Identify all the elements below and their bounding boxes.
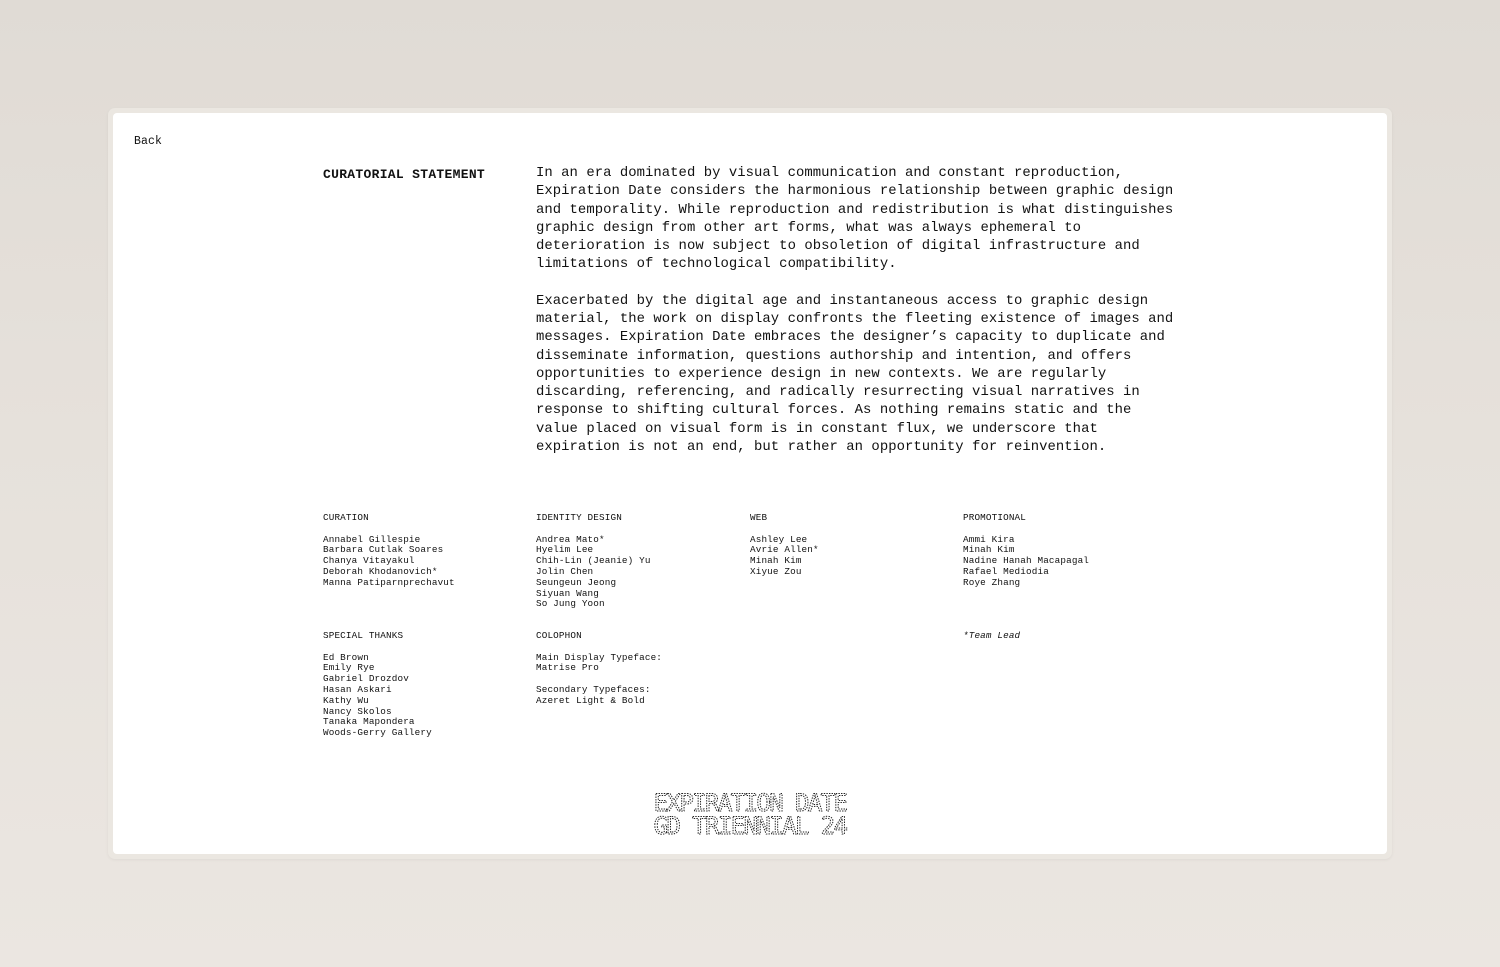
credit-name: Hasan Askari [323, 683, 392, 695]
credits-heading: SPECIAL THANKS [323, 630, 404, 641]
expiration-date-logo [640, 789, 860, 839]
credits-heading: WEB [750, 512, 768, 523]
credit-name: Tanaka Mapondera [323, 716, 415, 728]
colophon-main-label: Main Display Typeface: [536, 651, 663, 663]
credit-name: Ashley Lee [750, 533, 808, 545]
credit-name: Rafael Mediodia [963, 565, 1049, 577]
logo-line-1: EXPIRATION DATE [653, 789, 847, 817]
credit-name: Avrie Allen* [750, 544, 819, 556]
credits-heading: IDENTITY DESIGN [536, 512, 622, 523]
content-panel [113, 113, 1387, 854]
credit-name: Xiyue Zou [750, 565, 802, 577]
credits-colophon [536, 631, 662, 717]
credit-name: Barbara Cutlak Soares [323, 544, 444, 556]
credit-name: Ed Brown [323, 651, 369, 663]
credit-name: Manna Patiparnprechavut [323, 576, 455, 588]
credit-name: Chanya Vitayakul [323, 555, 415, 567]
credit-name: Andrea Mato* [536, 533, 605, 545]
colophon-secondary-label: Secondary Typefaces: [536, 683, 651, 695]
statement-heading: CURATORIAL STATEMENT [323, 167, 486, 182]
credit-name: Annabel Gillespie [323, 533, 421, 545]
credit-name: Hyelim Lee [536, 544, 594, 556]
logo-line-2: GD TRIENNIAL 24 [653, 812, 847, 839]
credit-name: Woods-Gerry Gallery [323, 727, 432, 739]
credit-name: Chih-Lin (Jeanie) Yu [536, 555, 651, 567]
colophon-secondary [536, 685, 662, 707]
credits-heading: PROMOTIONAL [963, 512, 1027, 523]
credits-special-thanks [323, 631, 432, 739]
team-lead-footnote: *Team Lead [963, 630, 1021, 641]
credit-name: Roye Zhang [963, 576, 1021, 588]
credit-name: So Jung Yoon [536, 598, 605, 610]
credit-name: Minah Kim [750, 555, 802, 567]
statement-paragraph-1: In an era dominated by visual communication and constant reproduction, Expiration Date considers the harmonious relationship between graphic design and temporality. While reproduction and redistribution is what distinguishes graphic design from other art forms, what was always ephemeral to deterioration is now subject to obsoletion of digital infrastructure and limitations of technological compatibility. [536, 165, 1174, 273]
credit-name: Kathy Wu [323, 694, 369, 706]
credit-name: Deborah Khodanovich* [323, 565, 438, 577]
credit-name: Seungeun Jeong [536, 576, 617, 588]
credit-name: Ammi Kira [963, 533, 1015, 545]
colophon-main-value: Matrise Pro [536, 662, 600, 674]
credit-name: Minah Kim [963, 544, 1015, 556]
credit-name: Nancy Skolos [323, 705, 392, 717]
statement-body [536, 164, 1186, 474]
credit-name: Jolin Chen [536, 565, 594, 577]
statement-paragraph-2: Exacerbated by the digital age and instantaneous access to graphic design material, the work on display confronts the fleeting existence of images and messages. Expiration Date embraces the designer’s capacity to duplicate and disseminate information, questions authorship and intention, and offers opportunities to experience design in new contexts. We are regularly discarding, referencing, and radically resurrecting visual narratives in response to shifting cultural forces. As nothing remains static and the value placed on visual form is in constant flux, we underscore that expiration is not an end, but rather an opportunity for reinvention. [536, 292, 1174, 455]
credit-name: Nadine Hanah Macapagal [963, 555, 1090, 567]
colophon-secondary-value: Azeret Light & Bold [536, 694, 645, 706]
credit-name: Siyuan Wang [536, 587, 600, 599]
credit-name: Emily Rye [323, 662, 375, 674]
credit-name: Gabriel Drozdov [323, 673, 409, 685]
credits-curation [323, 513, 455, 589]
credits-web [750, 513, 819, 578]
credits-identity-design [536, 513, 651, 610]
credits-heading: COLOPHON [536, 630, 582, 641]
credits-heading: CURATION [323, 512, 369, 523]
page-frame [108, 108, 1392, 859]
colophon-main [536, 653, 662, 675]
back-link[interactable]: Back [134, 135, 163, 148]
credits-promotional [963, 513, 1089, 589]
